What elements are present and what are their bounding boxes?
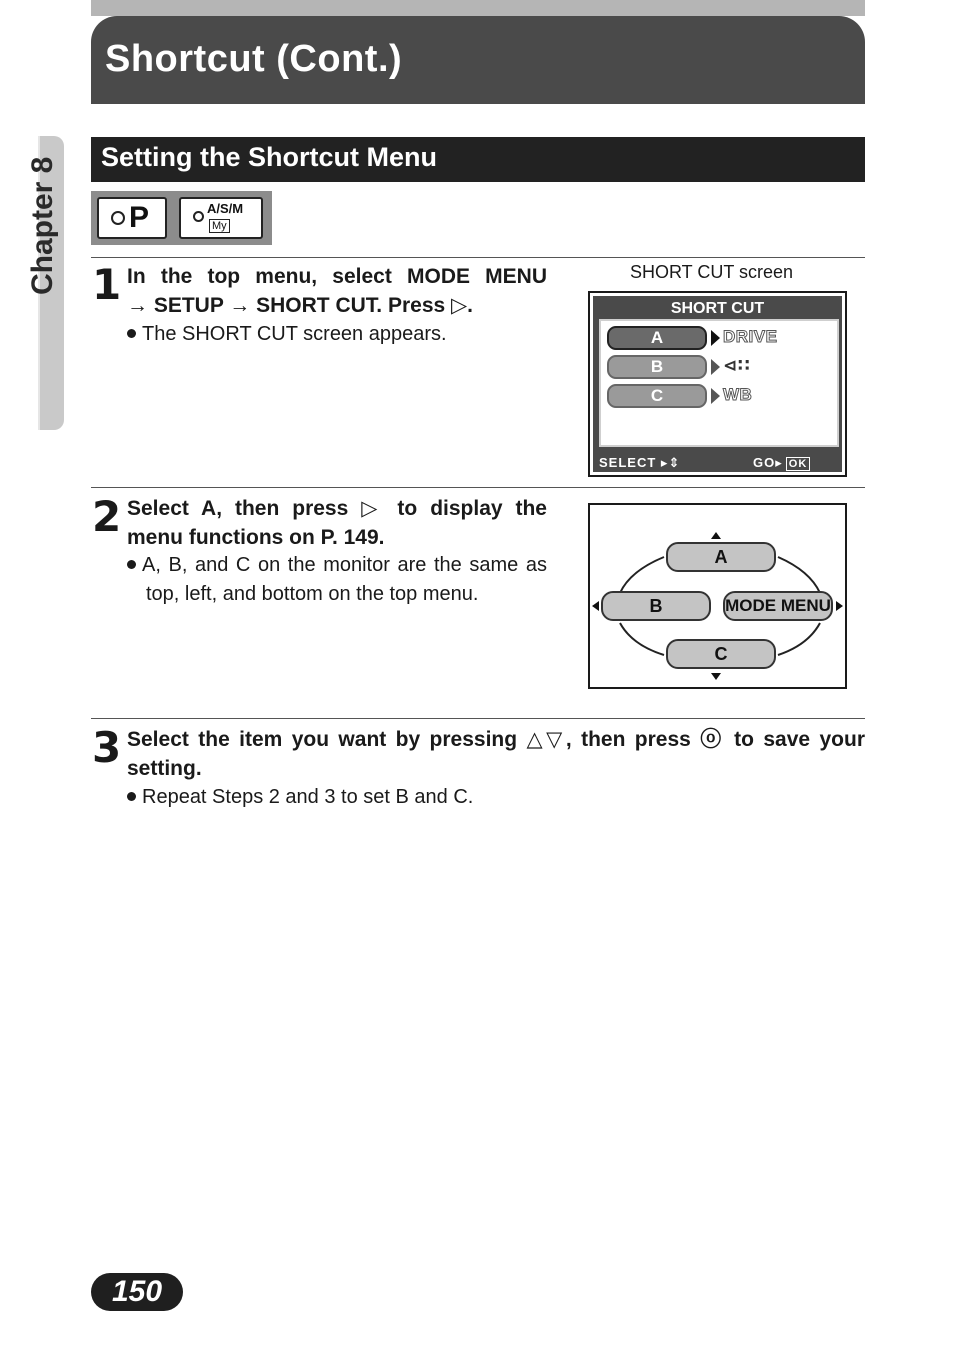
diagram-top-a: A (666, 542, 776, 572)
arrow-up-icon (711, 532, 721, 539)
slot-a-pill: A (607, 326, 707, 350)
slot-c-pill: C (607, 384, 707, 408)
mode-p-label: P (129, 201, 150, 234)
mode-dial-icons (91, 191, 272, 245)
divider (91, 718, 865, 719)
arrow-right-icon (711, 388, 720, 404)
arrow-down-icon (711, 673, 721, 680)
mode-p-circle (111, 211, 125, 225)
screen-caption: SHORT CUT screen (630, 262, 794, 282)
arrow-left-icon (592, 601, 599, 611)
footer-select-label: SELECT (599, 455, 657, 470)
step-2-heading: Select A, then press ▷ to display the menu functions on P. 149. (127, 497, 547, 549)
bullet-icon (127, 792, 136, 801)
bullet-icon (127, 560, 136, 569)
diagram-right-mode-menu: MODE MENU (723, 591, 833, 621)
page-title-bar (91, 16, 865, 104)
screen-display (593, 296, 842, 472)
step-2-number: 2 (92, 492, 122, 541)
page-title: Shortcut (Cont.) (105, 38, 403, 80)
arrow-right-filled-icon (711, 330, 720, 346)
updown-icon: ▸⇕ (660, 455, 681, 470)
section-heading-bar (91, 137, 865, 182)
ok-button-icon: OK (786, 457, 811, 471)
divider (91, 487, 865, 488)
step-3-number: 3 (92, 723, 122, 772)
footer-go-label: GO (753, 455, 776, 470)
step-3-heading: Select the item you want by pressing △▽, then press ⓞ to save your setting. (127, 728, 865, 780)
diagram-left-b: B (601, 591, 711, 621)
screen-title: SHORT CUT (670, 300, 765, 317)
mode-asm-circle (193, 211, 204, 222)
footer-go (753, 455, 810, 471)
footer-select (599, 455, 680, 471)
chapter-label (20, 145, 64, 295)
slot-b-pill: B (607, 355, 707, 379)
mode-my-label: My (209, 219, 230, 233)
step-1-number: 1 (92, 260, 122, 309)
arrow-icon: ▸ (775, 455, 783, 470)
divider (91, 257, 865, 258)
mode-asm-label: A/S/M (207, 201, 244, 216)
step-1-heading-line2: → SETUP → SHORT CUT. Press ▷. (127, 294, 474, 317)
step-2-bullet (127, 551, 547, 609)
diagram-bottom-c: C (666, 639, 776, 669)
step-2-bullet-text: A, B, and C on the monitor are the same as top, left, and bottom on the top menu. (142, 554, 547, 605)
screen-panel (599, 319, 839, 447)
arrow-right-icon (836, 601, 843, 611)
mode-asm-icon (179, 197, 263, 239)
slot-b-value: ⊲∷ (723, 356, 751, 375)
slot-c-value: WB (723, 385, 753, 404)
chapter-label-text: Chapter 8 (26, 156, 59, 295)
screen-footer (593, 454, 842, 472)
step-1-heading-line1: In the top menu, select MODE MENU (127, 265, 547, 288)
step-3-bullet-text: Repeat Steps 2 and 3 to set B and C. (142, 786, 474, 808)
page-number: 150 (111, 1275, 163, 1308)
direction-diagram (588, 503, 847, 689)
header-top-strip (91, 0, 865, 16)
bullet-icon (127, 329, 136, 338)
arrow-right-icon (711, 359, 720, 375)
mode-p-icon (97, 197, 167, 239)
shortcut-screen (588, 291, 847, 477)
step-1-bullet-text: The SHORT CUT screen appears. (142, 323, 447, 345)
step-3-bullet (127, 783, 827, 812)
step-1-bullet (127, 320, 547, 349)
page-number-badge (91, 1273, 183, 1311)
slot-a-value: DRIVE (723, 327, 778, 346)
section-heading: Setting the Shortcut Menu (101, 142, 437, 172)
